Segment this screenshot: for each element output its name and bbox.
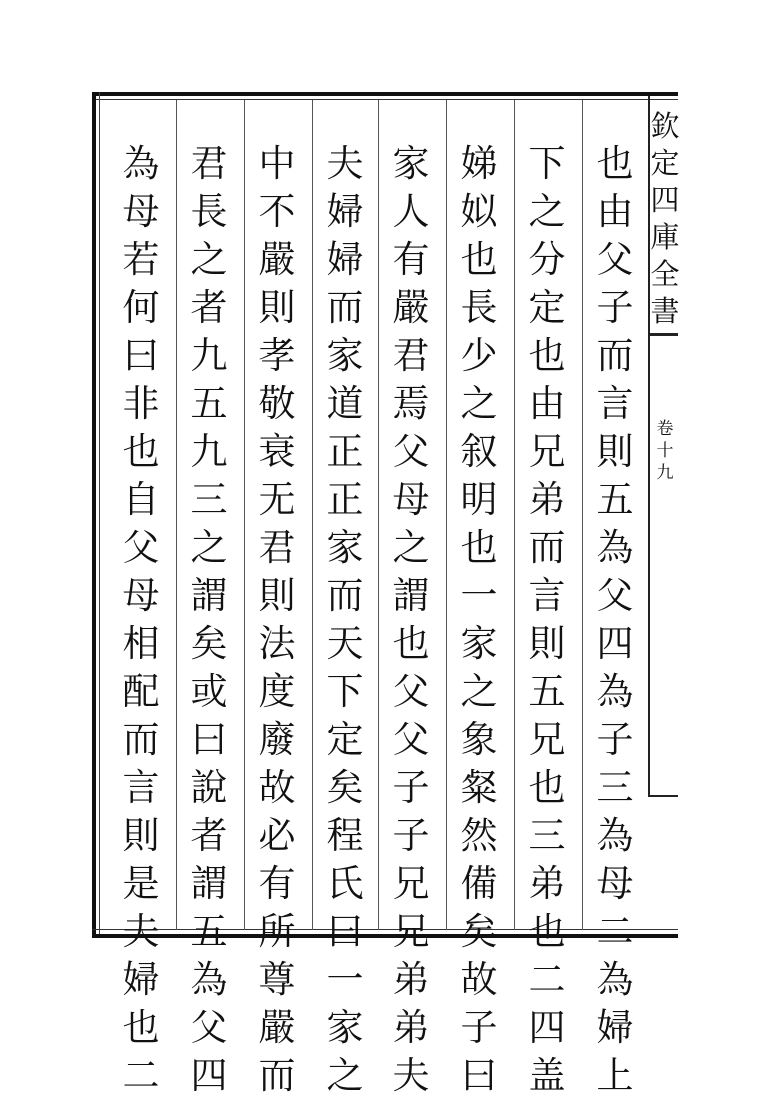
text-char: 而 [258,1054,296,1097]
text-char: 无 [258,478,296,521]
text-char: 十 [656,441,674,461]
text-char: 兄 [392,862,430,905]
text-char: 家 [392,142,430,185]
text-column-3 [448,140,510,1097]
text-char: 五 [528,670,566,713]
text-char: 然 [460,814,498,857]
text-char: 盖 [528,1054,566,1097]
text-char: 由 [596,190,634,233]
text-char: 之 [326,1054,364,1097]
text-char: 是 [122,862,160,905]
text-column-6 [246,140,308,1097]
text-char: 言 [596,382,634,425]
text-char: 者 [190,814,228,857]
text-char: 君 [258,526,296,569]
margin-fishtail-mark [648,333,678,336]
text-char: 君 [190,142,228,185]
column-rule [176,100,177,930]
text-char: 有 [258,862,296,905]
text-char: 家 [326,1006,364,1049]
text-char: 也 [460,526,498,569]
text-char: 嚴 [392,286,430,329]
text-char: 書 [650,294,680,328]
text-char: 婦 [596,1006,634,1049]
text-char: 四 [528,1006,566,1049]
text-char: 粲 [460,766,498,809]
text-char: 四 [190,1054,228,1097]
text-char: 曰 [190,718,228,761]
text-char: 家 [326,526,364,569]
text-char: 三 [596,766,634,809]
text-char: 父 [122,526,160,569]
text-char: 五 [190,382,228,425]
text-char: 長 [190,190,228,233]
text-char: 象 [460,718,498,761]
column-rule [378,100,379,930]
column-rule [582,100,583,930]
text-char: 三 [190,478,228,521]
margin-lower-mark [648,795,678,797]
text-char: 兄 [392,910,430,953]
text-char: 弟 [528,478,566,521]
frame-left-border [92,92,96,938]
frame-bottom-border [92,934,678,938]
text-char: 自 [122,478,160,521]
text-char: 四 [596,622,634,665]
text-char: 相 [122,622,160,665]
text-char: 廢 [258,718,296,761]
text-char: 君 [392,334,430,377]
text-char: 父 [392,430,430,473]
text-char: 尊 [258,958,296,1001]
margin-volume-label [652,418,678,484]
column-rule [446,100,447,930]
text-char: 則 [596,430,634,473]
text-char: 也 [122,1006,160,1049]
text-char: 姒 [460,190,498,233]
text-column-4 [380,140,442,1097]
text-char: 法 [258,622,296,665]
text-char: 敬 [258,382,296,425]
text-char: 二 [122,1054,160,1097]
text-char: 道 [326,382,364,425]
text-char: 弟 [392,958,430,1001]
text-char: 九 [190,334,228,377]
text-char: 五 [190,910,228,953]
text-char: 夫 [326,142,364,185]
text-char: 一 [460,574,498,617]
text-char: 氏 [326,862,364,905]
text-char: 中 [258,142,296,185]
text-char: 嚴 [258,1006,296,1049]
text-char: 也 [392,622,430,665]
text-char: 也 [596,142,634,185]
text-char: 母 [122,190,160,233]
text-char: 嚴 [258,238,296,281]
text-char: 不 [258,190,296,233]
text-column-1 [584,140,646,1097]
text-char: 所 [258,910,296,953]
text-char: 下 [326,670,364,713]
text-char: 婦 [326,238,364,281]
text-char: 下 [528,142,566,185]
text-char: 分 [528,238,566,281]
text-char: 九 [656,463,674,483]
text-char: 程 [326,814,364,857]
text-char: 二 [528,958,566,1001]
text-char: 子 [596,718,634,761]
text-char: 矣 [460,910,498,953]
text-char: 父 [596,574,634,617]
text-char: 婦 [326,190,364,233]
text-char: 備 [460,862,498,905]
text-char: 也 [460,238,498,281]
text-char: 明 [460,478,498,521]
text-char: 孝 [258,334,296,377]
text-char: 為 [190,958,228,1001]
text-char: 母 [596,862,634,905]
text-char: 為 [596,814,634,857]
text-char: 則 [528,622,566,665]
text-char: 長 [460,286,498,329]
text-char: 曰 [460,1054,498,1097]
column-rule [312,100,313,930]
frame-left-inner-rule [99,92,100,938]
text-char: 也 [122,430,160,473]
text-char: 矣 [326,766,364,809]
text-char: 人 [392,190,430,233]
text-char: 之 [392,526,430,569]
text-char: 則 [258,574,296,617]
text-char: 卷 [656,419,674,439]
text-char: 上 [596,1054,634,1097]
text-char: 而 [326,574,364,617]
text-char: 而 [326,286,364,329]
text-column-5 [314,140,376,1097]
text-char: 母 [122,574,160,617]
text-char: 少 [460,334,498,377]
text-column-8 [110,140,172,1097]
text-char: 為 [122,142,160,185]
text-char: 為 [596,526,634,569]
text-char: 而 [528,526,566,569]
text-char: 謂 [392,574,430,617]
text-char: 三 [528,814,566,857]
frame-top-inner-rule [92,99,678,100]
text-char: 則 [258,286,296,329]
text-char: 父 [392,670,430,713]
text-char: 子 [596,286,634,329]
text-char: 父 [392,718,430,761]
text-char: 故 [460,958,498,1001]
text-char: 或 [190,670,228,713]
text-char: 有 [392,238,430,281]
text-char: 定 [650,146,680,180]
text-char: 則 [122,814,160,857]
text-char: 父 [596,238,634,281]
text-char: 天 [326,622,364,665]
text-char: 若 [122,238,160,281]
text-char: 五 [596,478,634,521]
text-char: 之 [190,238,228,281]
text-char: 之 [460,382,498,425]
text-char: 庫 [650,220,680,254]
text-char: 兄 [528,430,566,473]
text-char: 母 [392,478,430,521]
text-char: 一 [326,958,364,1001]
text-char: 全 [650,257,680,291]
text-char: 娣 [460,142,498,185]
text-char: 之 [460,670,498,713]
text-char: 言 [122,766,160,809]
text-char: 子 [460,1006,498,1049]
text-char: 曰 [326,910,364,953]
frame-top-border [92,92,678,96]
column-rule [244,100,245,930]
text-char: 度 [258,670,296,713]
text-char: 說 [190,766,228,809]
text-char: 也 [528,910,566,953]
text-char: 弟 [528,862,566,905]
text-char: 定 [528,286,566,329]
text-char: 婦 [122,958,160,1001]
text-char: 正 [326,478,364,521]
text-char: 家 [460,622,498,665]
column-rule [514,100,515,930]
text-char: 何 [122,286,160,329]
text-char: 言 [528,574,566,617]
text-char: 父 [190,1006,228,1049]
text-char: 夫 [392,1054,430,1097]
text-char: 為 [596,670,634,713]
text-char: 弟 [392,1006,430,1049]
text-char: 定 [326,718,364,761]
text-char: 四 [650,183,680,217]
text-char: 夫 [122,910,160,953]
text-char: 之 [528,190,566,233]
text-char: 曰 [122,334,160,377]
text-char: 也 [528,334,566,377]
text-char: 由 [528,382,566,425]
text-char: 子 [392,814,430,857]
text-char: 而 [122,718,160,761]
text-column-2 [516,140,578,1097]
text-char: 配 [122,670,160,713]
text-char: 九 [190,430,228,473]
text-char: 叙 [460,430,498,473]
text-char: 非 [122,382,160,425]
text-char: 故 [258,766,296,809]
text-char: 子 [392,766,430,809]
text-char: 二 [596,910,634,953]
text-column-7 [178,140,240,1097]
text-char: 謂 [190,862,228,905]
text-char: 而 [596,334,634,377]
frame-bottom-inner-rule [92,929,678,930]
margin-book-title [652,108,678,330]
text-char: 者 [190,286,228,329]
text-char: 矣 [190,622,228,665]
text-char: 焉 [392,382,430,425]
text-char: 必 [258,814,296,857]
text-char: 欽 [650,109,680,143]
text-char: 衰 [258,430,296,473]
text-char: 為 [596,958,634,1001]
text-char: 也 [528,766,566,809]
text-char: 之 [190,526,228,569]
text-char: 謂 [190,574,228,617]
text-char: 兄 [528,718,566,761]
text-char: 正 [326,430,364,473]
text-char: 家 [326,334,364,377]
